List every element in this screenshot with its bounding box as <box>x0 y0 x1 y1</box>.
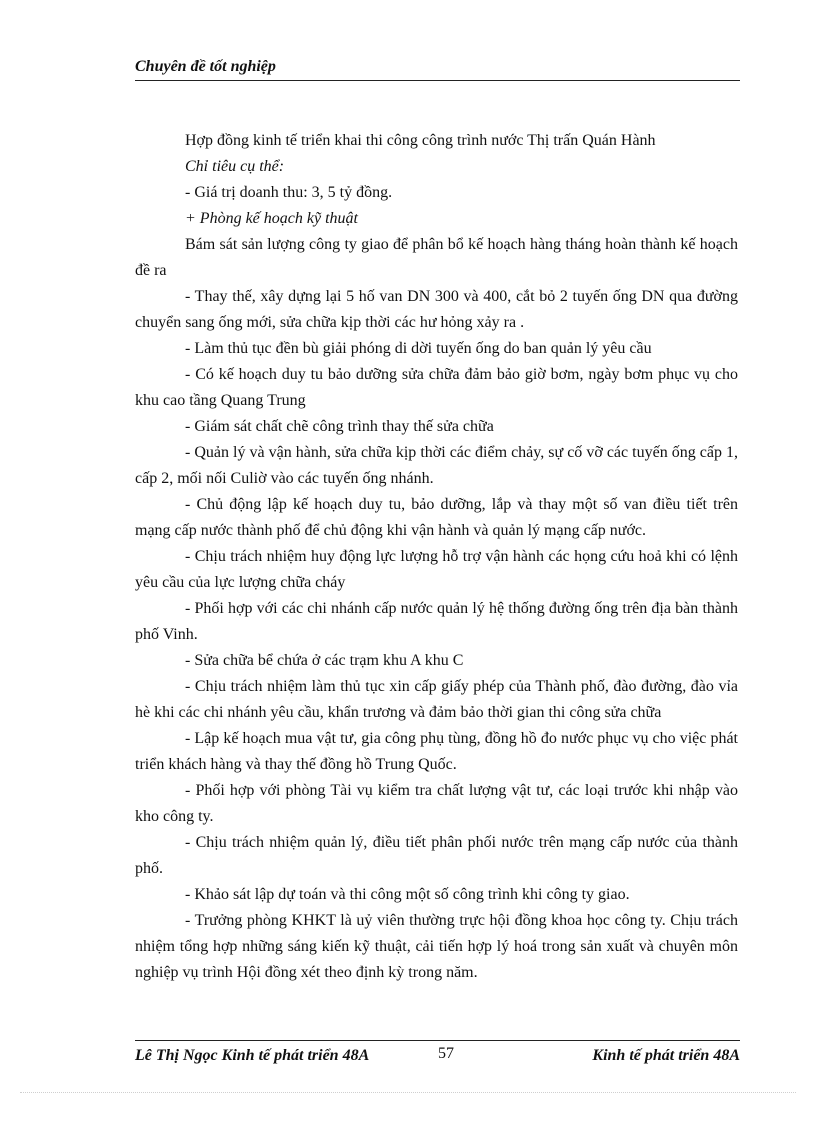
document-body <box>135 128 738 986</box>
section-heading: + Phòng kế hoạch kỹ thuật <box>185 210 358 227</box>
list-item: - Khảo sát lập dự toán và thi công một số công trình khi công ty giao. <box>185 886 630 903</box>
paragraph: - Giá trị doanh thu: 3, 5 tỷ đồng. <box>185 184 393 201</box>
list-item: - Chịu trách nhiệm huy động lực lượng hỗ trợ vận hành các họng cứu hoả khi có lệnh yêu cầu của lực lượng chữa cháy <box>135 548 738 591</box>
list-item: - Chịu trách nhiệm quản lý, điều tiết phân phối nước trên mạng cấp nước của thành phố. <box>135 834 738 877</box>
list-item: - Trưởng phòng KHKT là uỷ viên thường trực hội đồng khoa học công ty. Chịu trách nhiệm tổng hợp những sáng kiến kỹ thuật, cải tiến hợp lý hoá trong sản xuất và chuyên môn nghiệp vụ trình Hội đồng xét theo định kỳ trong năm. <box>135 912 738 981</box>
footer-author: Lê Thị Ngọc Kinh tế phát triển 48A <box>135 1047 370 1064</box>
list-item: - Làm thủ tục đền bù giải phóng di dời tuyến ống do ban quản lý yêu cầu <box>185 340 652 357</box>
paragraph: Bám sát sản lượng công ty giao để phân bổ kế hoạch hàng tháng hoàn thành kế hoạch đề ra <box>135 236 738 279</box>
list-item: - Quản lý và vận hành, sửa chữa kịp thời các điểm chảy, sự cố vỡ các tuyến ống cấp 1, cấp 2, mối nối Culiờ vào các tuyến ống nhánh. <box>135 444 738 487</box>
section-subheading: Chỉ tiêu cụ thể: <box>185 158 285 175</box>
page-bottom-divider <box>20 1092 796 1093</box>
list-item: - Sửa chữa bể chứa ở các trạm khu A khu C <box>185 652 464 669</box>
header-title: Chuyên đề tốt nghiệp <box>135 58 276 75</box>
page-footer <box>135 1040 740 1069</box>
list-item: - Giám sát chất chẽ công trình thay thế sửa chữa <box>185 418 494 435</box>
list-item: - Chủ động lập kế hoạch duy tu, bảo dưỡng, lắp và thay một số van điều tiết trên mạng cấp nước thành phố để chủ động khi vận hành và quản lý mạng cấp nước. <box>135 496 738 539</box>
list-item: - Thay thế, xây dựng lại 5 hố van DN 300 và 400, cắt bỏ 2 tuyến ống DN qua đường chuyển sang ống mới, sửa chữa kịp thời các hư hỏng xảy ra . <box>135 288 738 331</box>
paragraph: Hợp đồng kinh tế triển khai thi công công trình nước Thị trấn Quán Hành <box>185 132 656 149</box>
page-number: 57 <box>438 1045 454 1062</box>
list-item: - Phối hợp với các chi nhánh cấp nước quản lý hệ thống đường ống trên địa bàn thành phố Vinh. <box>135 600 738 643</box>
list-item: - Lập kế hoạch mua vật tư, gia công phụ tùng, đồng hồ đo nước phục vụ cho việc phát triển khách hàng và thay thế đồng hồ Trung Quốc. <box>135 730 738 773</box>
footer-course: Kinh tế phát triển 48A <box>592 1047 740 1064</box>
list-item: - Phối hợp với phòng Tài vụ kiểm tra chất lượng vật tư, các loại trước khi nhập vào kho công ty. <box>135 782 738 825</box>
list-item: - Có kế hoạch duy tu bảo dưỡng sửa chữa đảm bảo giờ bơm, ngày bơm phục vụ cho khu cao tầng Quang Trung <box>135 366 738 409</box>
page-header <box>135 58 740 81</box>
list-item: - Chịu trách nhiệm làm thủ tục xin cấp giấy phép của Thành phố, đào đường, đào vỉa hè khi các chi nhánh yêu cầu, khẩn trương và đảm bảo thời gian thi công sửa chữa <box>135 678 738 721</box>
